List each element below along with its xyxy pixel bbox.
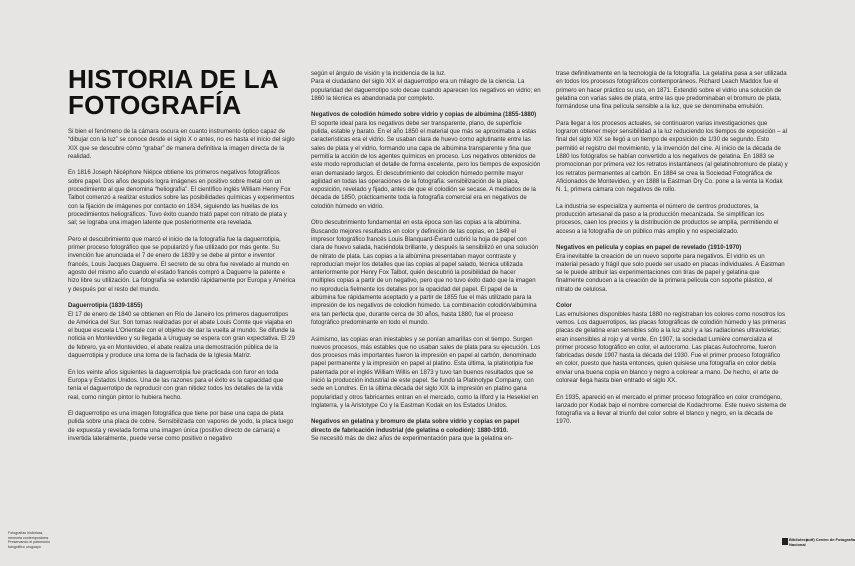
paragraph: El daguerrotipo es una imagen fotográfica que tiene por base una capa de plata pulida sobre una placa de cobre. Sensibilizada con vapores de yodo, la placa luego de expuesta y revelada forma una imagen única (positivo directo de cámara) e invertida lateralmente, puede verse como positivo o negativo (68, 410, 294, 442)
paragraph: En 1935, apareció en el mercado el primer proceso fotográfico en color cromógeno, lanzado por Kodak bajo el nombre comercial de Kodachrome. Este nuevo sistema de fotografía va a llevar al triunfo del color sobre el blanco y negro, en la década de 1970. (556, 393, 787, 426)
logo-text: (cdf) Centro de Fotografía (806, 537, 855, 542)
paragraph: Asimismo, las copias eran iniestables y se ponían amarillas con el tiempo. Surgen nuevos procesos, más estables que no usaban sales de plata para su ejecución. Los dos procesos más importantes fueron la impresión en papel al carbón, denominado papel permanente y la impresión en papel al platino. Esta última, la platinotipia fue patentada por el inglés William Willis en 1873 y tuvo tan buenos resultados que se inició la producción industrial de este papel. Se fundó la Platinotype Company, con sede en Londres. En la última década del siglo XIX la impresión en platino gana popularidad y otros fabricantes entran en el mercado, como la Ilford y la Hesekiel en Inglaterra, y la Aristotype Co y la Eastman Kodak en los Estados Unidos. (311, 335, 541, 409)
credit-line: Fotografías históricas, (8, 531, 44, 535)
paragraph: El 17 de enero de 1840 se obtienen en Río de Janeiro los primeros daguerrotipos de América del Sur. Son tomas realizadas por el abate Louis Comte que viajaba en el buque escuela L’Orientale con el objetivo de dar la vuelta al mundo. Se difunde la noticia en Montevideo y su llegada a Uruguay se espera con gran expectativa. El 29 de febrero, ya en Montevideo, el abate realiza una demostración pública de la daguerrotipia y produce una toma de la fachada de la Iglesia Matriz. (68, 310, 295, 360)
paragraph: Para llegar a los procesos actuales, se continuaron varias investigaciones que lograron obtener mejor sensibilidad a la luz reduciendo los tiempos de exposición – al final del siglo XIX se llegó a un tiempo de exposición de 1/30 de segundo. Esto permitió el registro del movimiento, y la invención del cine. Al inicio de la década de 1880 los fotógrafos se habían convertido a los negativos de gelatina. En 1883 se promocionan por primera vez los retratos instantáneos (al gelatinobromuro de plata) y los retratos permanentes al carbón. En 1884 se crea la Sociedad Fotográfica de Aficionados de Montevideo, y en 1888 la Eastman Dry Co. pone a la venta la Kodak N. 1, primera cámara con negativos de rollo. (556, 119, 788, 194)
exhibition-credit (8, 531, 50, 549)
paragraph: La industria se especializa y aumenta el número de centros productores, la producción artesanal da paso a la producción mecanizada. Se simplifican los procesos, caen los precios y la distribución de productos se amplía, permitiendo el acceso a la fotografía de un público más amplio y no especializado. (556, 202, 779, 235)
section-heading: Daguerrotipia (1839-1855) (68, 302, 143, 310)
logo-text: Biblioteca (789, 537, 809, 542)
credit-line: memoria contemporánea. (8, 535, 49, 540)
paragraph: En los veinte años siguientes la daguerrotipia fue practicada con furor en toda Europa y Estados Unidos. Una de las razones para el éxito es la capacidad que tenía el daguerrotipo de reproducir con gran nitidez todos los detalles de la vida real, como ningún pintor lo hubiera hecho. (68, 368, 284, 401)
paragraph: según el ángulo de visión y la incidencia de la luz. Para el ciudadano del siglo XIX el daguerrotipo era un milagro de la ciencia. La popularidad del daguerrotipo solo decae cuando aparecen los negativos en vidrio; en 1860 la técnica es abandonada por completo. (311, 70, 541, 102)
column-2 (311, 70, 541, 452)
logo-text: Nacional (789, 541, 806, 547)
biblioteca-nacional-logo (782, 538, 808, 547)
paragraph: Otro descubrimiento fundamental en esta época son las copias a la albúmina. Buscando mejores resultados en color y definición de las copias, en 1849 el impresor fotográfico francés Louis Blanquard-Évrard cubrió la hoja de papel con clara de huevo salada, haciéndola brillante, y después la sensibilizó en una solución de nitrato de plata. Las copias a la albúmina presentaban mayor contraste y reproducían mejor los detalles que las copias al papel salado, técnica utilizada anteriormente por Henry Fox Talbot, quién descubrió la posibilidad de hacer múltiples copias a partir de un negativo, pero que no tuvo éxito dado que la imagen no reproducía fielmente los detalles por la opacidad del papel. El papel de la albúmina fue rápidamente aceptado y a partir de 1855 fue el más utilizado para la impresión de los negativos de colodión húmedo. La combinación colodión/albúmina era tan perfecta que, durante cerca de 30 años, hasta 1880, fue el proceso fotográfico predominante en todo el mundo. (311, 219, 539, 326)
paragraph: trase definitivamente en la tecnología de la fotografía. La gelatina pasa a ser utilizada en todos los procesos fotográficos contemporáneos. Richard Leach Maddox fue el primero en hacer práctico su uso, en 1871. Extendió sobre el vidrio una solución de gelatina con varias sales de plata, entre las que predominaban el bromuro de plata, formándose una fina película sensible a la luz, que se denominaba emulsión. (556, 70, 787, 111)
column-1 (68, 128, 296, 452)
library-icon (782, 538, 788, 545)
paragraph: Si bien el fenómeno de la cámara oscura en cuanto instrumento óptico capaz de “dibujar con la luz” se conoce desde el siglo X o antes, no es hasta el inicio del siglo XIX que se descubre cómo “grabar” de manera definitiva la imagen directa de la realidad. (68, 128, 295, 160)
paragraph: Las emulsiones disponibles hasta 1880 no registraban los colores como nosotros los vemos. Los daguerrotipos, las placas fotográficas de colodión húmedo y las primeras placas de gelatina eran sensibles sólo a la luz azul y a las radiaciones ultravioletas; eran insensibles al rojo y al verde. En 1907, la sociedad Lumière comercializa el primer proceso fotográfico en color, el autocromo. Las placas Autochrome, fueron fabricadas desde 1907 hasta la década del 1930. Fue el primer proceso fotográfico en color, puesto que hasta entonces, quien quisiese una fotografía en color debía enviar una buena copia en blanco y negro a colorear a mano. De hecho, el arte de colorear llega hasta bien entrado el siglo XX. (556, 310, 786, 384)
paragraph: Pero el descubrimiento que marcó el inicio de la fotografía fue la daguerrotipia, primer proceso fotográfico que se popularizó y fue utilizado por más gente. Su invención fue anunciada el 7 de enero de 1839 y se debe al pintor e inventor francés, Louis Jacques Daguerre. El secreto de su obra fue revelado al mundo en agosto del mismo año cuando el estado francés compró a Daguerre la patente e hizo libre su utilización. La fotografía se extendió rápidamente por Europa y América y después por el resto del mundo. (68, 235, 296, 293)
section-heading: Negativos en película y copias en papel de revelado (1910-1970) (556, 244, 742, 252)
credit-line: Preservando el patrimonio (8, 540, 50, 545)
column-3 (556, 70, 788, 435)
section-heading: Negativos en gelatina y bromuro de plata sobre vidrio y copias en papel directo de fabricación industrial (de gelatina o colodión): 1880-1910. (311, 418, 520, 434)
page-title: HISTORIA DE LA FOTOGRAFÍA (68, 64, 278, 120)
paragraph: Era inevitable la creación de un nuevo soporte para negativos. El vidrio es un material pesado y frágil que solo puede ser usado en placas individuales. A Eastman se le puede atribuir las experimentaciones con tiras de papel y gelatina que finalmente conducen a la creación de la primera película con soporte plástico, el nitrato de celulosa. (556, 252, 785, 293)
paragraph: En 1816 Joseph Nicéphore Niépce obtiene los primeros negativos fotográficos sobre papel. Dos años después logra imágenes en positivo sobre metal con un procedimiento al que denomina “heliografía”. El científico inglés William Henry Fox Talbot comenzó a realizar estudios sobre las posibilidades químicas y experimentos con la fijación de imágenes por contacto en 1834, siguiendo las huellas de los procedimientos heliográficos. Tuvo éxito cuando trató papel con nitrato de plata y sal; se lograba una imagen latente que posteriormente era revelada. (68, 169, 295, 227)
section-heading: Negativos de colodión húmedo sobre vidrio y copias de albúmina (1855-1880) (311, 111, 537, 119)
paragraph: El soporte ideal para los negativos debe ser transparente, plano, de superficie pulida, estable y barato. En el año 1850 el material que más se aproximaba a estas características era el vidrio. Se usaban clara de huevo como aglutinante entre las sales de plata y el vidrio, formando una capa de albúmina transparente y fina que permitía la acción de los agentes químicos en proceso. Los negativos obtenidos de este modo reproducían el detalle de forma excelente, pero los tiempos de exposición eran demasiado largos. El descubrimiento del colodión húmedo permite mayor agilidad en todas las operaciones de la fotografía: sensibilización de la placa, exposición, revelado y fijado, antes de que el colodión se secase. A mediados de la década de 1850, prácticamente toda la fotografía comercial era en negativos de colodión húmedo en vidrio. (311, 119, 541, 210)
section-heading: Color (556, 302, 572, 310)
credit-line: fotográfico uruguayo (8, 544, 41, 549)
paragraph: Se necesitó más de diez años de experimentación para que la gelatina en- (311, 435, 513, 443)
cdf-logo (806, 537, 855, 547)
